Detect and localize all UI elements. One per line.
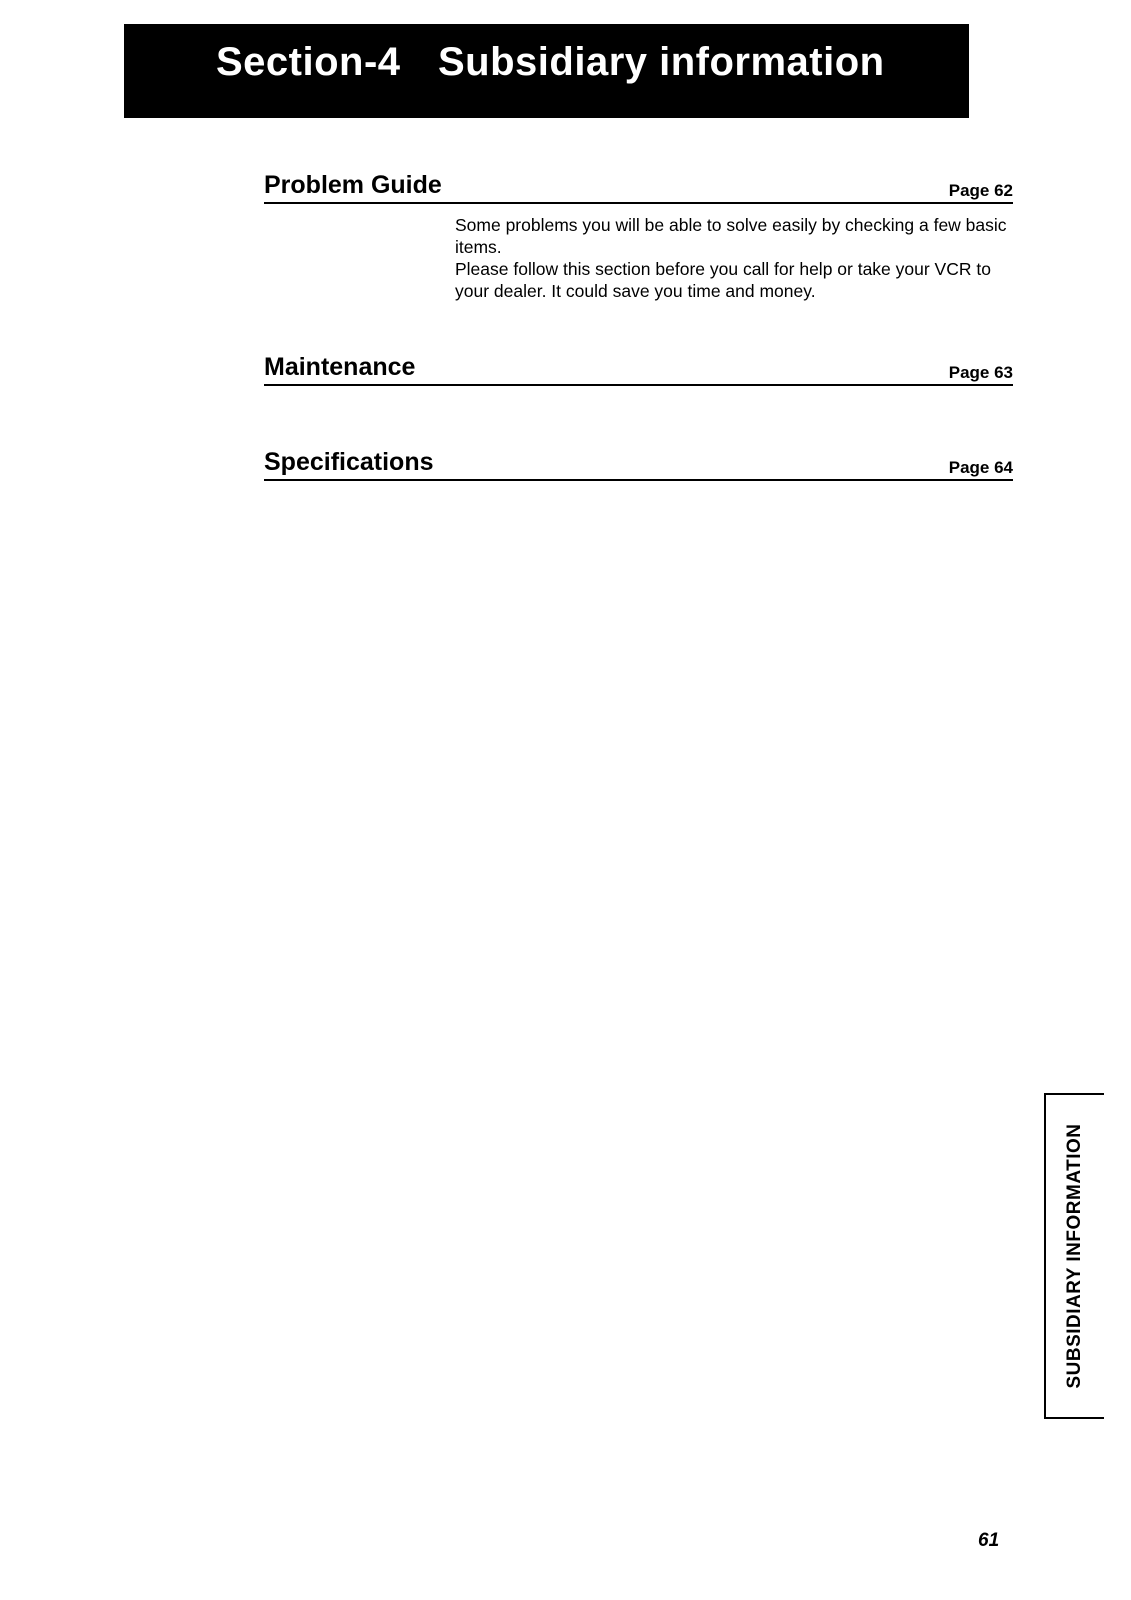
side-tab-label: SUBSIDIARY INFORMATION <box>1064 1123 1085 1389</box>
toc-entry-page-ref: Page 63 <box>948 363 1013 382</box>
toc-entry-header <box>264 166 1013 204</box>
description-paragraph: Some problems you will be able to solve easily by checking a few basic items. <box>455 215 1007 257</box>
toc-entry-page-ref: Page 64 <box>948 458 1013 477</box>
toc-entry-page-ref: Page 62 <box>948 181 1013 200</box>
toc-entry-title: Specifications <box>264 448 434 476</box>
page-number: 61 <box>978 1530 1000 1551</box>
toc-entry-title: Problem Guide <box>264 171 442 199</box>
toc-entry-maintenance <box>264 348 1013 386</box>
section-banner <box>124 24 969 118</box>
section-title: Subsidiary information <box>438 40 885 84</box>
toc-entry-header <box>264 348 1013 386</box>
section-number: Section-4 <box>216 40 401 84</box>
description-paragraph: Please follow this section before you call for help or take your VCR to your dealer. It could save you time and money. <box>455 259 991 301</box>
toc-entry-problem-guide <box>264 166 1013 302</box>
side-section-tab <box>1044 1093 1104 1419</box>
toc-entry-specifications <box>264 443 1013 481</box>
toc-entry-title: Maintenance <box>264 353 416 381</box>
toc-entry-header <box>264 443 1013 481</box>
toc-entry-description <box>455 214 1015 302</box>
